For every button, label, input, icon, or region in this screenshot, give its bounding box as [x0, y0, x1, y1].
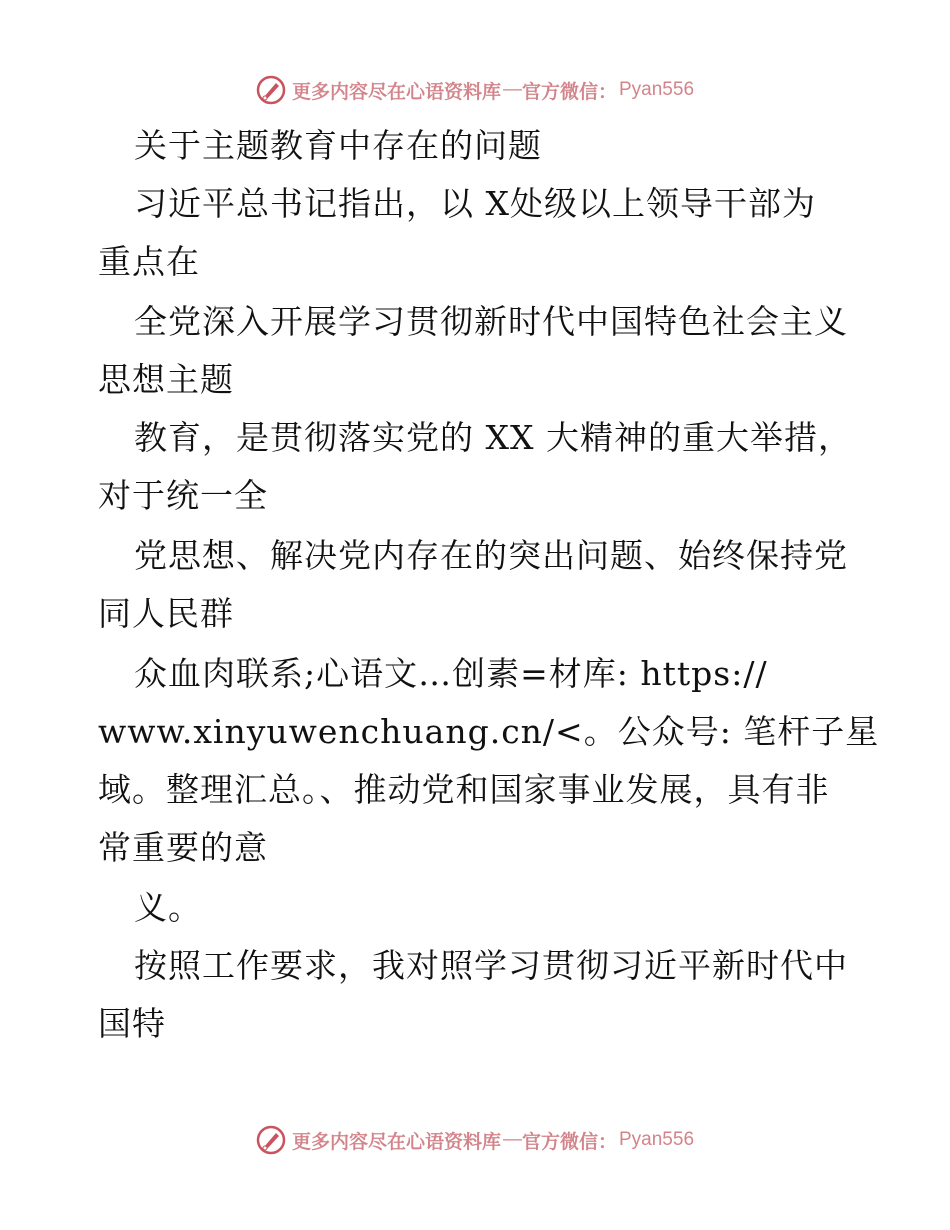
header-banner [0, 70, 950, 110]
banner-wechat-label: 官方微信： [521, 1130, 617, 1153]
body-line: 全党深入开展学习贯彻新时代中国特色社会主义 [134, 302, 848, 341]
banner-dash: — [502, 1129, 522, 1150]
banner-text: 更多内容尽在心语资料库 [291, 1130, 501, 1153]
body-line: 重点在 [98, 242, 200, 281]
body-line: 思想主题 [98, 360, 234, 399]
pen-logo-icon [256, 1125, 286, 1155]
body-line: 域。整理汇总。、推动党和国家事业发展，具有非 [98, 770, 830, 809]
body-line: 按照工作要求，我对照学习贯彻习近平新时代中 [134, 946, 848, 985]
body-line: 国特 [98, 1004, 166, 1043]
body-line: 对于统一全 [98, 476, 268, 515]
body-line: 常重要的意 [98, 828, 268, 867]
banner-wechat-label: 官方微信： [521, 80, 617, 103]
body-line: 党思想、解决党内存在的突出问题、始终保持党 [134, 536, 848, 575]
body-line: 教育，是贯彻落实党的 XX 大精神的重大举措， [134, 418, 852, 457]
body-line: 习近平总书记指出，以 X处级以上领导干部为 [134, 184, 816, 223]
banner-dash: — [502, 79, 522, 100]
body-line: 关于主题教育中存在的问题 [134, 126, 542, 165]
body-line: 义。 [134, 888, 202, 927]
body-line: 同人民群 [98, 594, 234, 633]
body-line: 众血肉联系;心语文…创素=材库: https:// [134, 654, 768, 693]
footer-banner [0, 1120, 950, 1160]
pen-logo-icon [256, 75, 286, 105]
banner-wechat-id: Pyan556 [619, 79, 695, 100]
banner-wechat-id: Pyan556 [619, 1129, 695, 1150]
body-line: www.xinyuwenchuang.cn/<。公众号: 笔杆子星 [98, 712, 880, 751]
banner-text: 更多内容尽在心语资料库 [291, 80, 501, 103]
